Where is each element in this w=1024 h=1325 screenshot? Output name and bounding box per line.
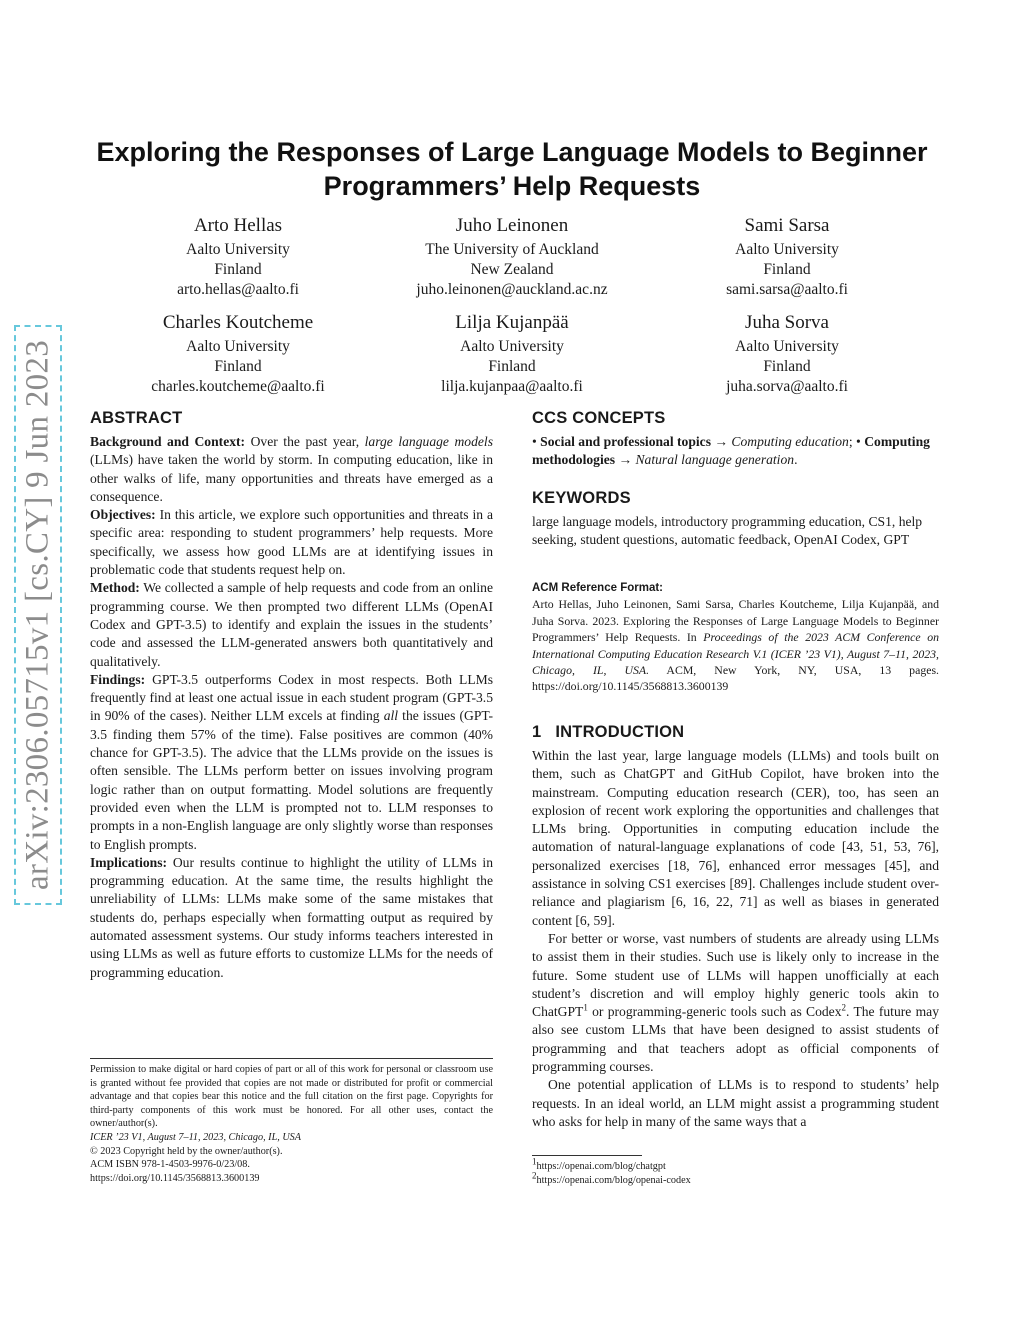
author-block: [367, 214, 657, 300]
author-block: [367, 311, 657, 397]
author-affiliation: Aalto University: [186, 241, 290, 258]
author-country: Finland: [763, 261, 811, 278]
permission-copyright: © 2023 Copyright held by the owner/author(s).: [90, 1145, 283, 1157]
abstract-background: Background and Context: Over the past year, large language models (LLMs) have taken the world by storm. In computing education, like in other walks of life, many opportunities and threats have emerged as a consequence.: [90, 434, 493, 504]
author-email: juha.sorva@aalto.fi: [726, 378, 848, 395]
permission-isbn: ACM ISBN 978-1-4503-9976-0/23/08.: [90, 1159, 250, 1171]
intro-paragraph: Within the last year, large language models (LLMs) and tools built on them, such as ChatGPT and GitHub Copilot, have broken into the mainstream. Computing education research (CER), too, has seen an explosion of recent work exploring the opportunities and challenges that LLMs bring. Opportunities in computing education include the automation of natural-language explanations of code [43, 51, 53, 76], personalized exercises [18, 76], enhanced error messages [45], and assistance in solving CS1 exercises [89]. Challenges include student over-reliance and plagiarism [6, 16, 22, 71] as well as biases in generated content [6, 59].: [532, 748, 939, 928]
introduction-section: [532, 722, 939, 1131]
footnote-rule: [532, 1155, 642, 1156]
author-name: Lilja Kujanpää: [455, 312, 569, 333]
intro-paragraph: For better or worse, vast numbers of students are already using LLMs to assist them in their studies. Such use is likely only to increase in the future. Some student use of LLMs will happen unofficially at each student’s discretion and will employ highly generic tools akin to ChatGPT$^1$ or programming-generic tools such as Codex$^2$. The future may also see custom LLMs that have been designed to assist students of programming and that teachers adopt as official components of programming courses.: [532, 930, 939, 1075]
author-name: Charles Koutcheme: [162, 312, 314, 333]
introduction-heading: 1 INTRODUCTION: [532, 723, 685, 741]
footnote-1: $^1$https://openai.com/blog/chatgpt: [532, 1156, 666, 1172]
author-name: Juho Leinonen: [455, 215, 569, 236]
permission-text: Permission to make digital or hard copies of part or all of this work for personal or classroom use is granted without fee provided that copies are not made or distributed for profit or commercial advantage and that copies bear this notice and the full citation on the first page. Copyrights for third-party components of this work must be honored. For all other uses, contact the owner/author(s).: [90, 1064, 493, 1130]
keywords-heading: KEYWORDS: [532, 489, 631, 507]
abstract-method: Method: We collected a sample of help requests and code from an online programming course. We then prompted two different LLMs (OpenAI Codex and GPT-3.5) to identify and explain the issues in the students’ code and assessed the LLM-generated answers both quantitatively and qualitatively.: [90, 580, 493, 669]
author-name: Juha Sorva: [745, 312, 829, 333]
author-country: Finland: [763, 358, 811, 375]
abstract-findings: Findings: GPT-3.5 outperforms Codex in most respects. Both LLMs frequently find at least one actual issue in each student program (GPT-3.5 in 90% of the cases). Neither LLM excels at finding all the issues (GPT-3.5 finding them 57% of the time). False positives are common (40% chance for GPT-3.5). The advice that the LLMs provide on the issues is often sensible. The LLMs perform better on issues involving program logic rather than on output formatting. Model solutions are frequently provided even when the LLM is prompted not to. LLM responses to prompts in a non-English language are only slightly worse than responses to English prompts.: [90, 671, 493, 852]
ccs-heading: CCS CONCEPTS: [532, 409, 666, 427]
footnotes: [532, 1156, 939, 1188]
ccs-section: [532, 408, 939, 470]
abstract-objectives: Objectives: In this article, we explore such opportunities and threats in a specific area: responding to student programmers’ help requests. More specifically, we assess how good LLMs are at identifying issues in problematic code that students request help on.: [90, 507, 493, 578]
author-email: juho.leinonen@auckland.ac.nz: [416, 281, 608, 298]
permission-rule: [90, 1058, 493, 1059]
abstract-section: [90, 408, 493, 982]
author-country: Finland: [214, 358, 262, 375]
author-affiliation: Aalto University: [460, 338, 564, 355]
author-block: [642, 311, 932, 397]
keywords-text: large language models, introductory programming education, CS1, help seeking, student questions, automatic feedback, OpenAI Codex, GPT: [532, 514, 923, 548]
author-country: New Zealand: [470, 261, 554, 278]
author-email: arto.hellas@aalto.fi: [177, 281, 299, 298]
acm-reference: [532, 580, 939, 695]
author-email: lilja.kujanpaa@aalto.fi: [441, 378, 583, 395]
permission-doi: https://doi.org/10.1145/3568813.3600139: [90, 1172, 260, 1184]
footnote-2: $^2$https://openai.com/blog/openai-codex: [532, 1170, 691, 1186]
author-name: Arto Hellas: [193, 215, 283, 236]
acm-reference-heading: ACM Reference Format:: [532, 582, 663, 594]
author-affiliation: The University of Auckland: [425, 241, 599, 258]
paper-title: Exploring the Responses of Large Language Models to Beginner Programmers’ Help Requests: [96, 137, 928, 201]
ccs-text: • Social and professional topics → Computing education; • Computing methodologies → Natural language generation.: [532, 434, 930, 468]
abstract-implications: Implications: Our results continue to highlight the utility of LLMs in programming education. At the same time, the results highlight the unreliability of LLMs: LLMs make some of the same mistakes that students do, perhaps especially when formatting output as required by automated assessment systems. Our study informs teachers interested in using LLMs as well as future efforts to customize LLMs for the needs of programming education.: [90, 854, 493, 980]
author-block: [93, 311, 383, 397]
author-country: Finland: [214, 261, 262, 278]
author-country: Finland: [488, 358, 536, 375]
author-block: [642, 214, 932, 300]
keywords-section: [532, 488, 939, 550]
intro-paragraph: One potential application of LLMs is to respond to students’ help requests. In an ideal world, an LLM might assist a programming student who asks for help in many of the same ways that a: [532, 1077, 939, 1129]
author-block: [93, 214, 383, 300]
author-name: Sami Sarsa: [744, 215, 830, 236]
arxiv-id: arXiv:2306.05715v1 [cs.CY] 9 Jun 2023: [19, 339, 56, 891]
author-affiliation: Aalto University: [735, 338, 839, 355]
arxiv-stamp: [14, 325, 62, 905]
permission-venue: ICER ’23 V1, August 7–11, 2023, Chicago, IL, USA: [90, 1131, 302, 1143]
author-affiliation: Aalto University: [735, 241, 839, 258]
abstract-heading: ABSTRACT: [90, 409, 183, 427]
permission-block: [90, 1063, 493, 1185]
author-email: sami.sarsa@aalto.fi: [726, 281, 848, 298]
author-email: charles.koutcheme@aalto.fi: [151, 378, 325, 395]
acm-reference-text: Arto Hellas, Juho Leinonen, Sami Sarsa, Charles Koutcheme, Lilja Kujanpää, and Juha Sorva. 2023. Exploring the Responses of Large Language Models to Beginner Programmers’ Help Requests. In Proceedings of the 2023 ACM Conference on International Computing Education Research V.1 (ICER ’23 V1), August 7–11, 2023, Chicago, IL, USA. ACM, New York, NY, USA, 13 pages. https://doi.org/10.1145/3568813.3600139: [532, 597, 939, 694]
author-affiliation: Aalto University: [186, 338, 290, 355]
